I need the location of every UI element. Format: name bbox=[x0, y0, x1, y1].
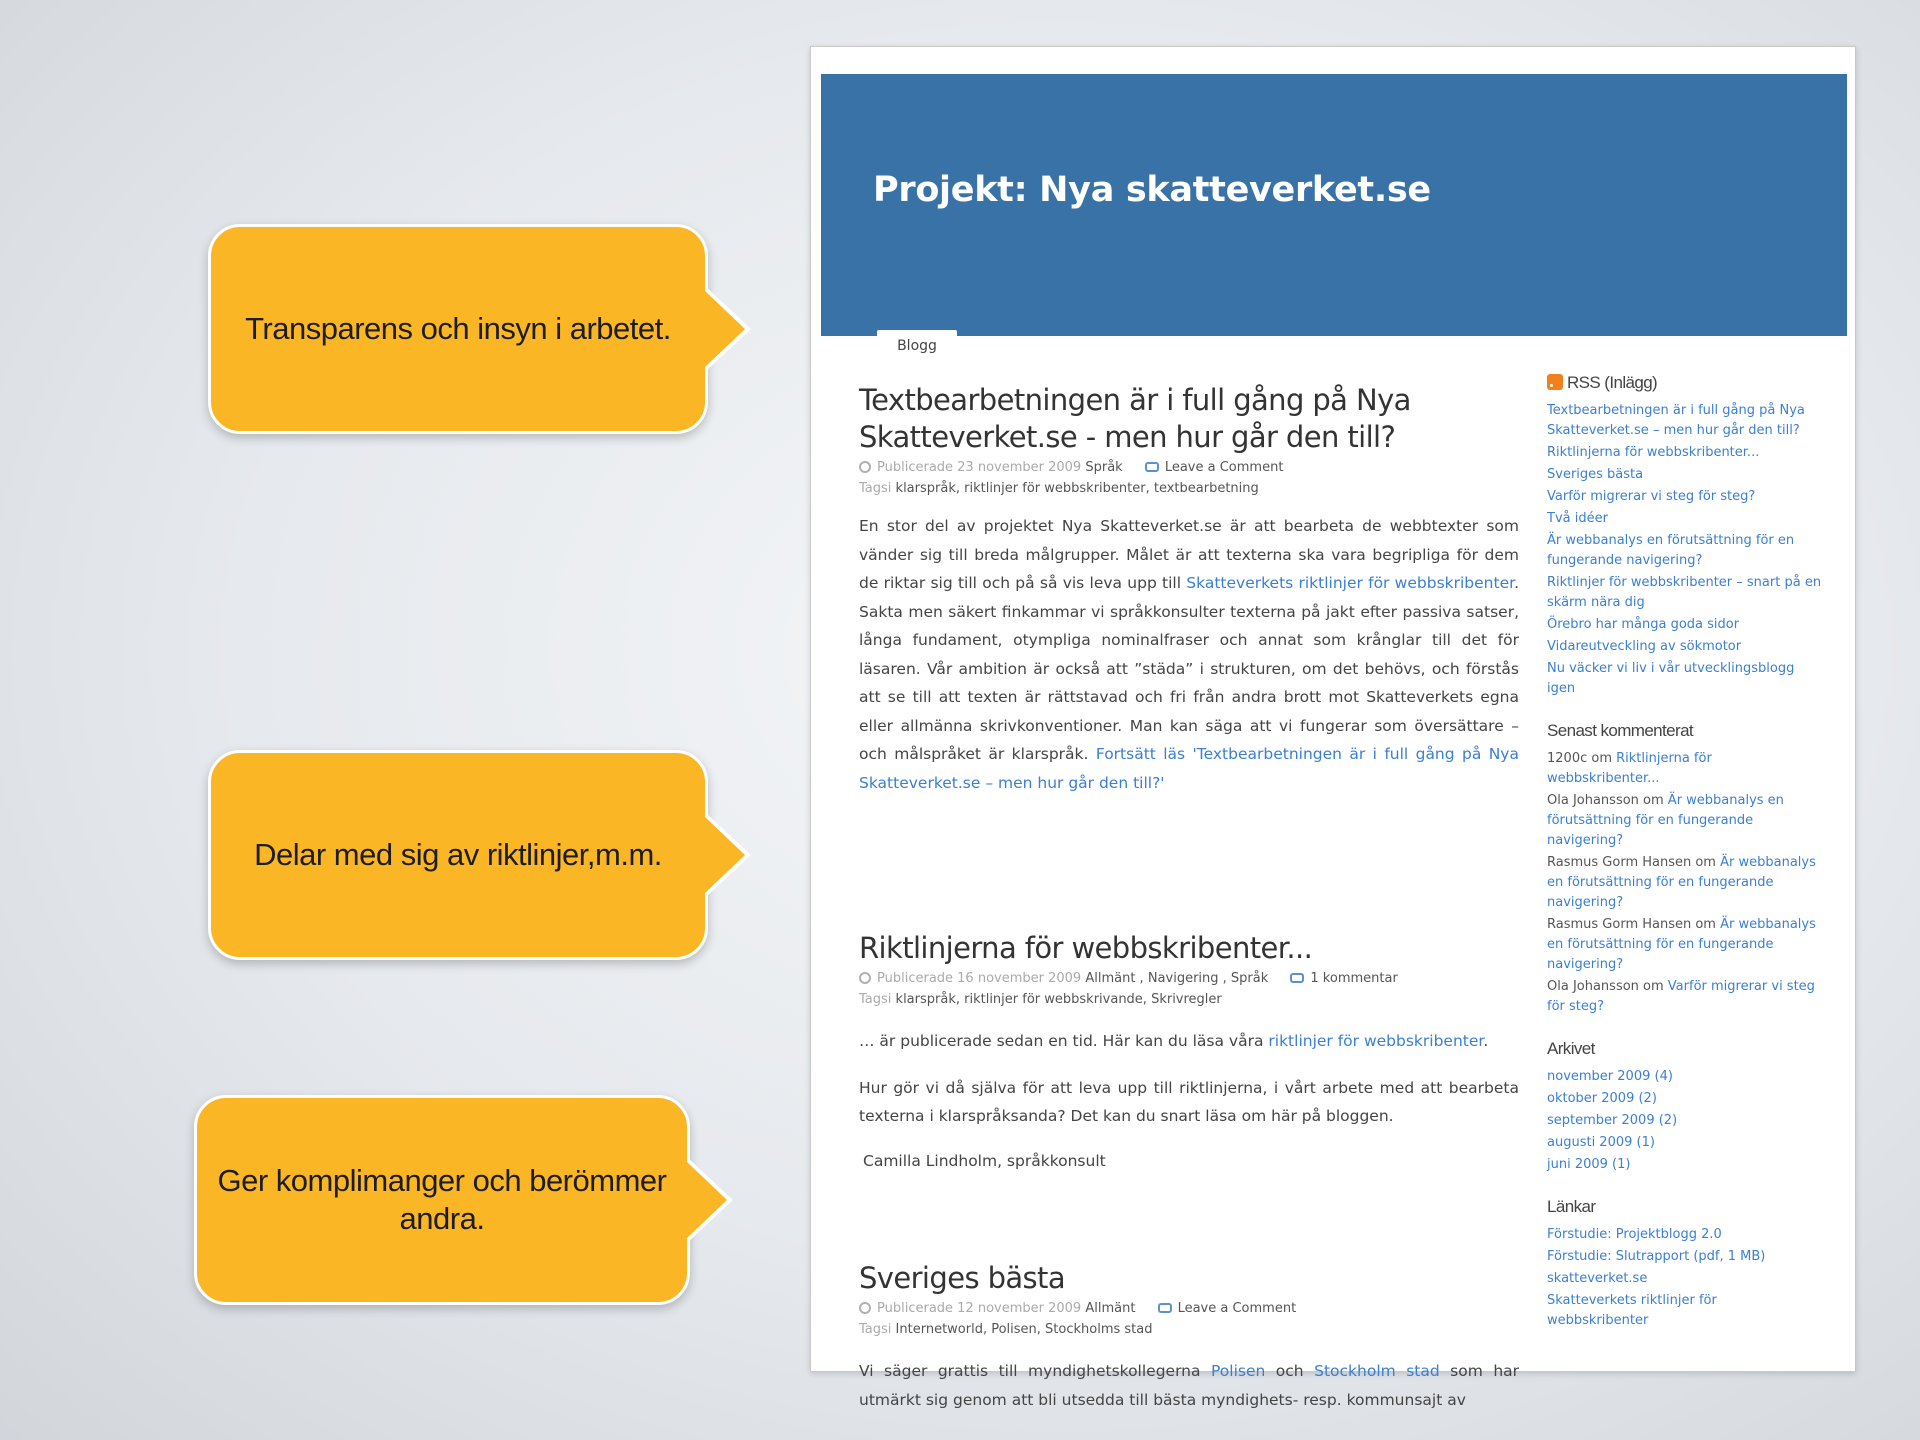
recent-comment: Ola Johansson om Är webbanalys en förutsättning för en fungerande navigering? bbox=[1547, 793, 1784, 848]
link-item[interactable]: Förstudie: Projektblogg 2.0 bbox=[1547, 1227, 1722, 1242]
rss-item[interactable]: Sveriges bästa bbox=[1547, 467, 1644, 482]
post-tags bbox=[859, 990, 1519, 1009]
post-tags bbox=[859, 1320, 1519, 1339]
recent-comment-link[interactable]: Är webbanalys en förutsättning för en fungerande navigering? bbox=[1547, 855, 1816, 910]
archive-item[interactable]: november 2009 (4) bbox=[1547, 1069, 1673, 1084]
rss-list bbox=[1547, 401, 1822, 699]
post-date: Publicerade 23 november 2009 bbox=[877, 460, 1082, 475]
post-title[interactable]: Riktlinjerna för webbskribenter... bbox=[859, 931, 1313, 965]
callout-tail bbox=[705, 291, 745, 367]
rss-item[interactable]: Varför migrerar vi steg för steg? bbox=[1547, 489, 1756, 504]
callout-tail bbox=[705, 817, 745, 893]
post-text: . bbox=[1483, 1032, 1489, 1050]
blog-screenshot bbox=[810, 46, 1856, 1409]
recent-comments-heading: Senast kommenterat bbox=[1547, 721, 1694, 740]
post-body bbox=[859, 1027, 1519, 1175]
post-title[interactable]: Textbearbetningen är i full gång på Nya Skatteverket.se - men hur går den till? bbox=[859, 383, 1411, 454]
callout-tail bbox=[687, 1162, 727, 1238]
rss-item[interactable]: Är webbanalys en förutsättning för en fungerande navigering? bbox=[1547, 533, 1795, 568]
recent-comment: Rasmus Gorm Hansen om Är webbanalys en förutsättning för en fungerande navigering? bbox=[1547, 855, 1816, 910]
tags-list[interactable]: klarspråk, riktlinjer för webbskrivande, Skrivregler bbox=[895, 992, 1222, 1007]
recent-comment-link[interactable]: Är webbanalys en förutsättning för en fungerande navigering? bbox=[1547, 917, 1816, 972]
links-list bbox=[1547, 1225, 1822, 1331]
rss-item[interactable]: Vidareutveckling av sökmotor bbox=[1547, 639, 1742, 654]
clock-icon bbox=[859, 972, 871, 984]
post-body bbox=[859, 512, 1519, 797]
tags-label: Tagsi bbox=[859, 992, 892, 1007]
clock-icon bbox=[859, 1302, 871, 1314]
recent-comment-link[interactable]: Är webbanalys en förutsättning för en fungerande navigering? bbox=[1547, 793, 1784, 848]
post-date: Publicerade 16 november 2009 bbox=[877, 971, 1082, 986]
tags-list[interactable]: Internetworld, Polisen, Stockholms stad bbox=[895, 1322, 1153, 1337]
post-signature: Camilla Lindholm, språkkonsult bbox=[863, 1151, 1106, 1170]
site-header bbox=[821, 74, 1847, 354]
post-text: . Sakta men säkert finkammar vi språkkonsulter texterna på jakt efter passiva satser, långa fundament, otympliga nominalfraser och annat som krånglar till det för läsaren. Vår ambition är också att ”städa” i strukturen, om det behövs, och förstås att se till att texten är rättstavad och fri från andra brott mot Skatteverkets egna eller allmänna skrivkonventioner. Man kan säga att vi fungerar som översättare – och målspråket är klarspråk. bbox=[859, 574, 1519, 763]
links-heading: Länkar bbox=[1547, 1197, 1596, 1216]
tags-label: Tagsi bbox=[859, 481, 892, 496]
comment-icon bbox=[1158, 1303, 1172, 1313]
post-meta bbox=[859, 1299, 1519, 1318]
callout-text: Delar med sig av riktlinjer,m.m. bbox=[254, 837, 662, 872]
link-item[interactable]: Skatteverkets riktlinjer för webbskribenter bbox=[1547, 1293, 1717, 1328]
archive-heading: Arkivet bbox=[1547, 1039, 1595, 1058]
callout-text: Ger komplimanger och berömmer andra. bbox=[217, 1163, 667, 1236]
post-text: Hur gör vi då själva för att leva upp till riktlinjerna, i vårt arbete med att bearbeta texterna i klarspråksanda? Det kan du snart läsa om här på bloggen. bbox=[859, 1078, 1519, 1125]
recent-comments-list bbox=[1547, 749, 1822, 1017]
callout-compliments bbox=[194, 1095, 690, 1305]
comment-icon bbox=[1145, 462, 1159, 472]
post-comments-link[interactable]: Leave a Comment bbox=[1164, 460, 1284, 475]
tab-blogg[interactable]: Blogg bbox=[877, 330, 957, 363]
tags-list[interactable]: klarspråk, riktlinjer för webbskribenter, textbearbetning bbox=[895, 481, 1259, 496]
post-title[interactable]: Sveriges bästa bbox=[859, 1261, 1065, 1295]
post-text: och bbox=[1265, 1362, 1315, 1380]
rss-item[interactable]: Örebro har många goda sidor bbox=[1547, 617, 1740, 632]
recent-comment: Rasmus Gorm Hansen om Är webbanalys en förutsättning för en fungerande navigering? bbox=[1547, 917, 1816, 972]
archive-list bbox=[1547, 1067, 1822, 1175]
rss-icon bbox=[1547, 374, 1563, 390]
site-title[interactable]: Projekt: Nya skatteverket.se bbox=[873, 170, 1431, 210]
post-comments-link[interactable]: Leave a Comment bbox=[1177, 1301, 1297, 1316]
rss-heading[interactable]: RSS (Inlägg) bbox=[1547, 373, 1822, 393]
recent-comment-link[interactable]: Riktlinjerna för webbskribenter... bbox=[1547, 751, 1712, 786]
rss-item[interactable]: Två idéer bbox=[1547, 511, 1608, 526]
post-link[interactable]: riktlinjer för webbskribenter bbox=[1268, 1032, 1484, 1050]
callout-transparency bbox=[208, 224, 708, 434]
post-text: … är publicerade sedan en tid. Här kan du läsa våra bbox=[859, 1032, 1269, 1050]
recent-comment-link[interactable]: Varför migrerar vi steg för steg? bbox=[1547, 979, 1815, 1014]
rss-item[interactable]: Riktlinjerna för webbskribenter... bbox=[1547, 445, 1760, 460]
post-categories[interactable]: Allmänt , Navigering , Språk bbox=[1085, 971, 1269, 986]
archive-item[interactable]: augusti 2009 (1) bbox=[1547, 1135, 1655, 1150]
archive-item[interactable]: juni 2009 (1) bbox=[1547, 1157, 1631, 1172]
post-date: Publicerade 12 november 2009 bbox=[877, 1301, 1082, 1316]
post-link[interactable]: Stockholm stad bbox=[1314, 1362, 1440, 1380]
tags-label: Tagsi bbox=[859, 1322, 892, 1337]
post-text: En stor del av projektet Nya Skatteverket.se är att bearbeta de webbtexter som vänder sig till breda målgrupper. Målet är att texterna ska vara begripliga för dem de riktar sig till och på så vis leva upp till bbox=[859, 517, 1519, 592]
post-categories[interactable]: Språk bbox=[1085, 460, 1123, 475]
recent-comment: Ola Johansson om Varför migrerar vi steg för steg? bbox=[1547, 979, 1815, 1014]
clock-icon bbox=[859, 461, 871, 473]
post-link[interactable]: Polisen bbox=[1210, 1362, 1266, 1380]
rss-item[interactable]: Nu väcker vi liv i vår utvecklingsblogg igen bbox=[1547, 661, 1795, 696]
sidebar bbox=[1547, 373, 1822, 1333]
archive-item[interactable]: september 2009 (2) bbox=[1547, 1113, 1678, 1128]
post-body bbox=[859, 1357, 1519, 1414]
archive-item[interactable]: oktober 2009 (2) bbox=[1547, 1091, 1657, 1106]
post-link[interactable]: Skatteverkets riktlinjer för webbskribenter bbox=[1186, 574, 1515, 592]
recent-comment: 1200c om Riktlinjerna för webbskribenter... bbox=[1547, 751, 1712, 786]
rss-item[interactable]: Riktlinjer för webbskribenter – snart på en skärm nära dig bbox=[1547, 575, 1822, 610]
post-categories[interactable]: Allmänt bbox=[1085, 1301, 1136, 1316]
link-item[interactable]: Förstudie: Slutrapport (pdf, 1 MB) bbox=[1547, 1249, 1766, 1264]
link-item[interactable]: skatteverket.se bbox=[1547, 1271, 1648, 1286]
post-meta bbox=[859, 969, 1519, 988]
blog-post bbox=[859, 382, 1519, 797]
callout-text: Transparens och insyn i arbetet. bbox=[245, 311, 671, 346]
blog-post bbox=[859, 930, 1519, 1175]
blog-post bbox=[859, 1260, 1519, 1414]
post-comments-link[interactable]: 1 kommentar bbox=[1310, 971, 1398, 986]
post-text: Vi säger grattis till myndighetskollegerna bbox=[859, 1362, 1211, 1380]
post-text: som har utmärkt sig genom att bli utsedda till bästa myndighets- resp. kommunsajt av bbox=[859, 1362, 1520, 1409]
post-meta bbox=[859, 458, 1519, 477]
rss-item[interactable]: Textbearbetningen är i full gång på Nya Skatteverket.se – men hur går den till? bbox=[1547, 403, 1805, 438]
post-tags bbox=[859, 479, 1519, 498]
tab-om-projektet[interactable]: Om projektet bbox=[977, 338, 1070, 354]
comment-icon bbox=[1290, 973, 1304, 983]
callout-shares-guidelines bbox=[208, 750, 708, 960]
read-more-link[interactable]: Fortsätt läs 'Textbearbetningen är i full gång på Nya Skatteverket.se – men hur går den till?' bbox=[859, 745, 1519, 792]
